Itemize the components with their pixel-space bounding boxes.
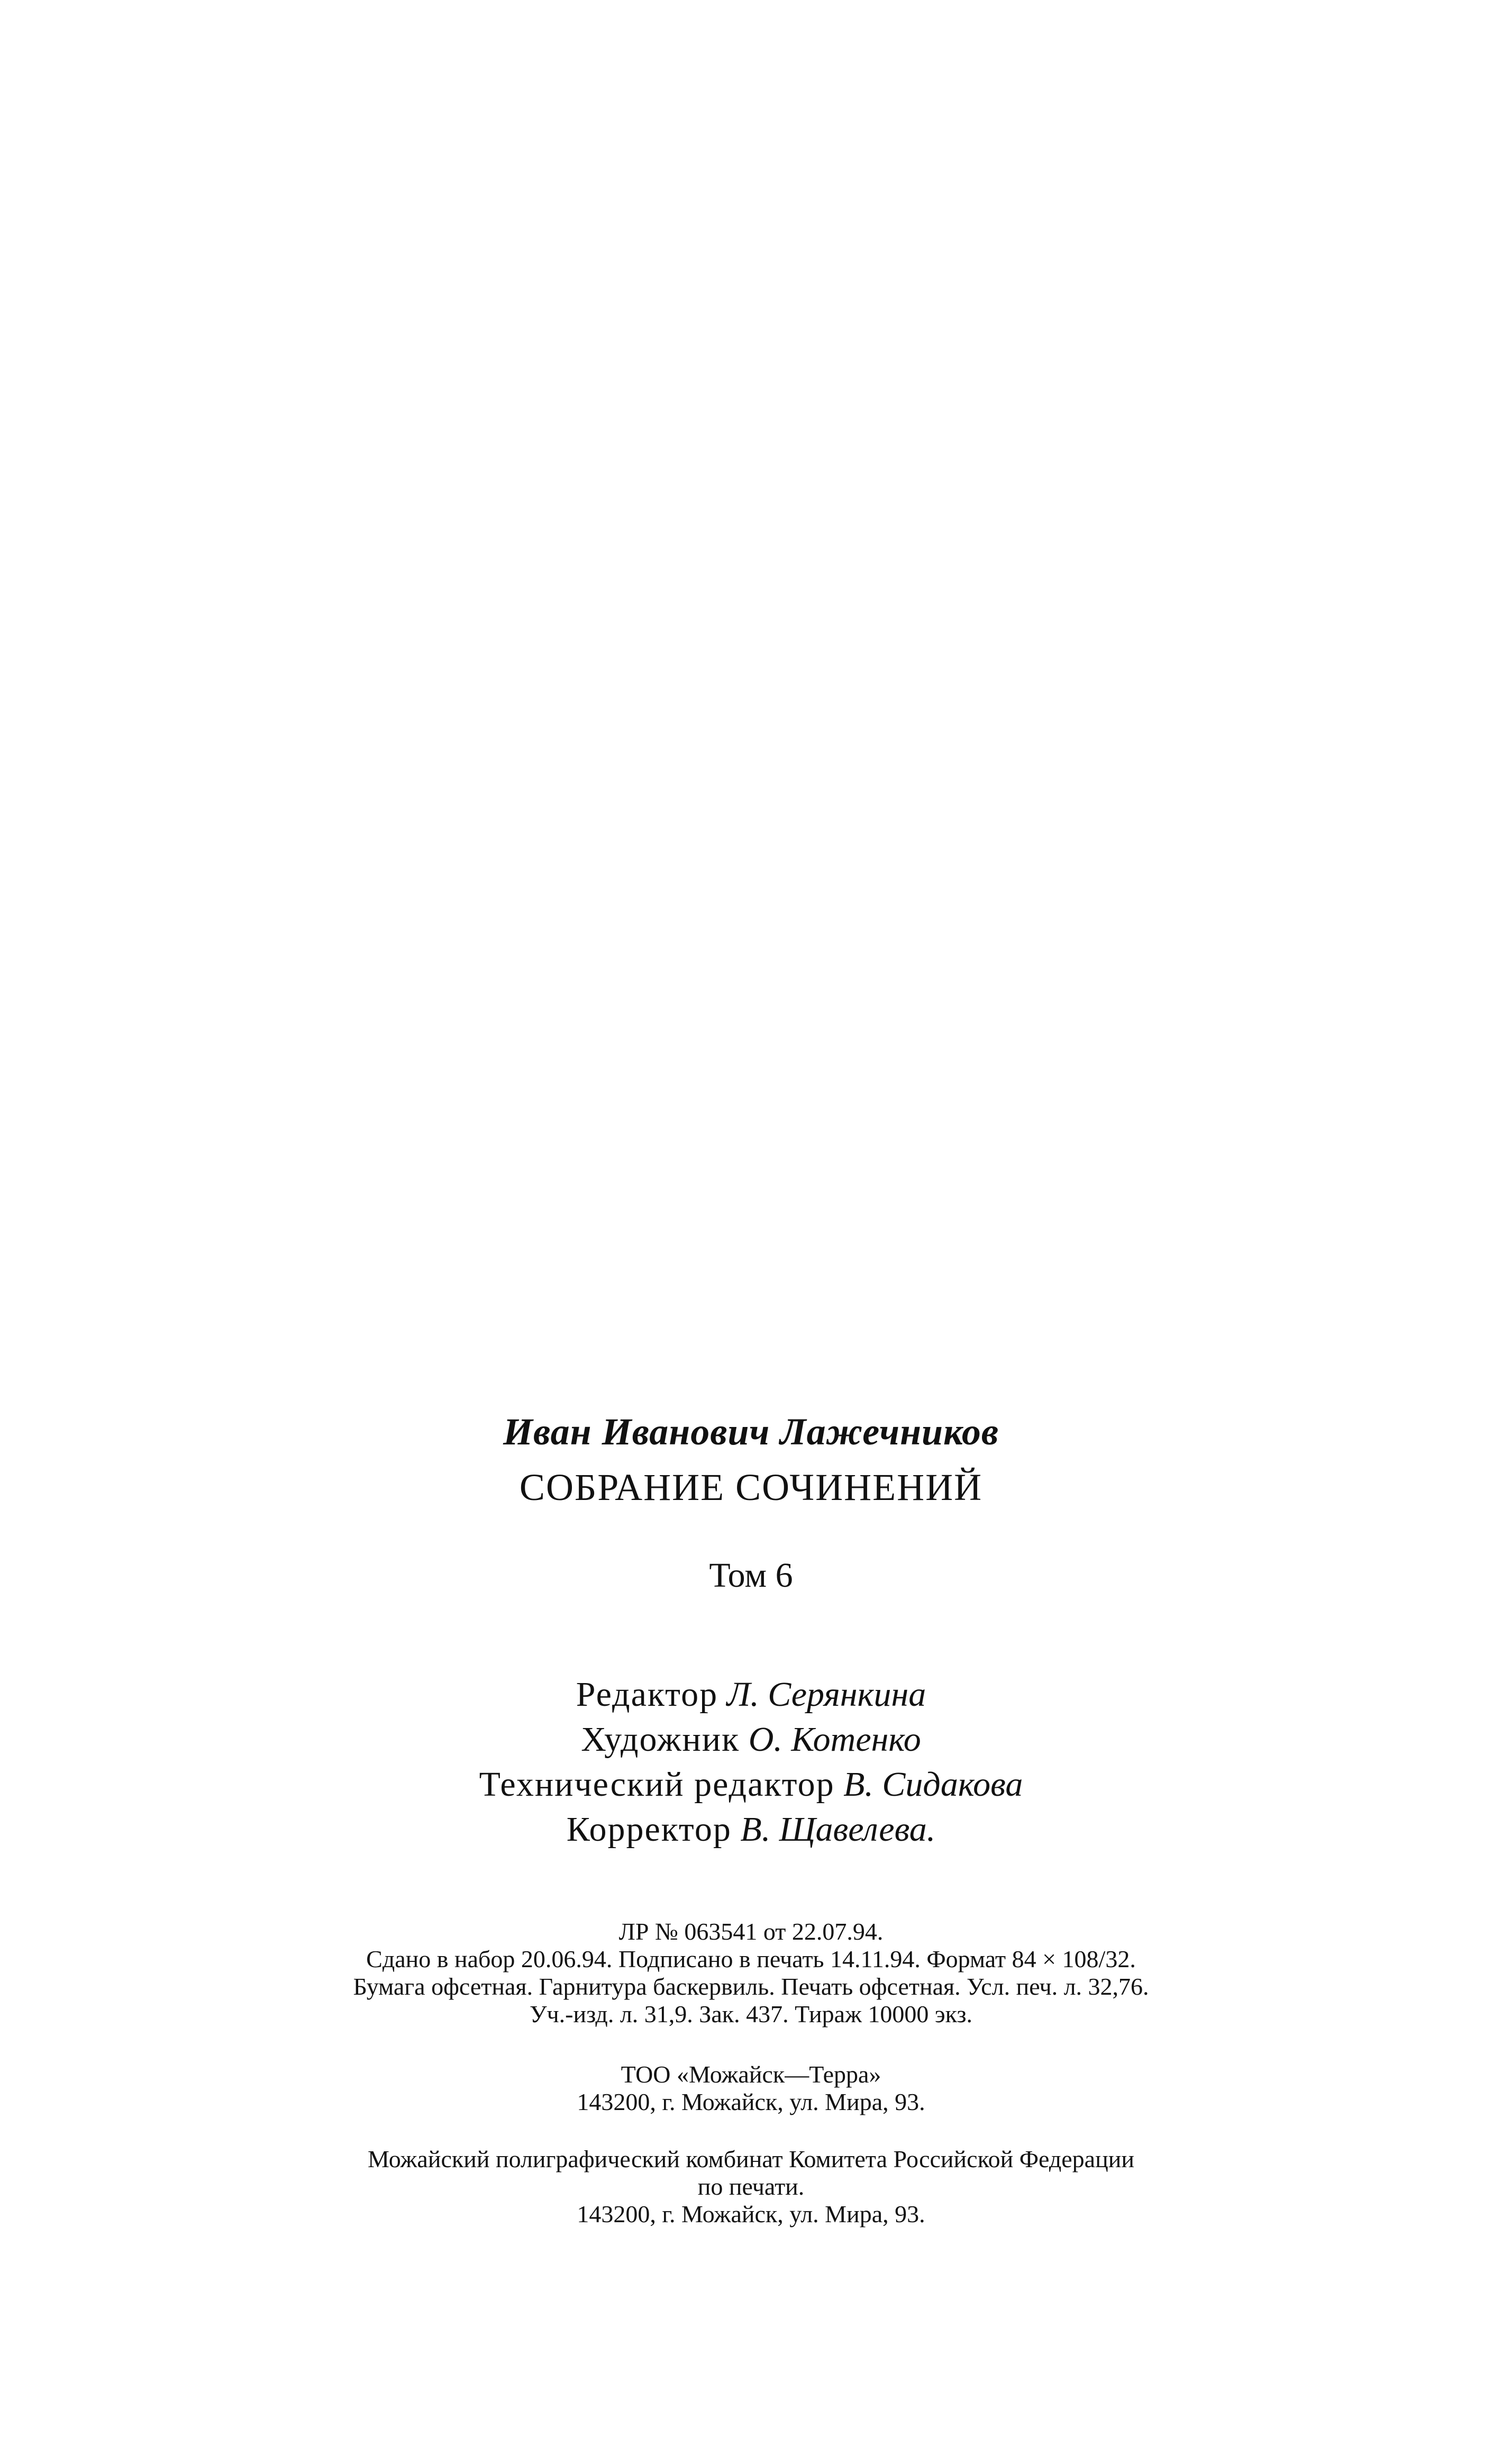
printer-address: 143200, г. Можайск, ул. Мира, 93. [577, 2201, 925, 2227]
credit-role: Редактор [576, 1675, 718, 1714]
credit-person: О. Котенко [748, 1720, 921, 1759]
printer-name-continued: по печати. [697, 2173, 805, 2200]
credit-role: Художник [581, 1720, 740, 1759]
credit-role: Корректор [566, 1810, 732, 1849]
printer-block [0, 2145, 1502, 2228]
imprint-production-details [0, 1918, 1502, 2028]
printer-name: Можайский полиграфический комбинат Комитета Российской Федерации [368, 2145, 1134, 2172]
credit-person: Л. Серянкина [726, 1675, 926, 1714]
credit-proofreader [0, 1807, 1502, 1852]
publisher-address: 143200, г. Можайск, ул. Мира, 93. [577, 2088, 925, 2115]
credit-editor [0, 1672, 1502, 1717]
author-name: Иван Иванович Лажечников [503, 1411, 999, 1453]
credit-person: В. Сидакова [843, 1765, 1023, 1804]
series-title: СОБРАНИЕ СОЧИНЕНИЙ [519, 1466, 983, 1508]
credits-block [0, 1672, 1502, 1852]
volume-label: Том 6 [709, 1556, 793, 1595]
print-run: Уч.-изд. л. 31,9. Зак. 437. Тираж 10000 экз. [529, 2001, 973, 2027]
credit-role: Технический редактор [479, 1765, 835, 1804]
paper-and-typeface: Бумага офсетная. Гарнитура баскервиль. Печать офсетная. Усл. печ. л. 32,76. [353, 1973, 1149, 2000]
credit-artist [0, 1717, 1502, 1762]
production-dates: Сдано в набор 20.06.94. Подписано в печать 14.11.94. Формат 84 × 108/32. [366, 1945, 1136, 1972]
credit-person: В. Щавелева. [740, 1810, 936, 1849]
credit-technical-editor [0, 1762, 1502, 1807]
publisher-block [0, 2061, 1502, 2116]
publisher-name: ТОО «Можайск—Терра» [621, 2061, 881, 2088]
license-number: ЛР № 063541 от 22.07.94. [618, 1918, 884, 1945]
